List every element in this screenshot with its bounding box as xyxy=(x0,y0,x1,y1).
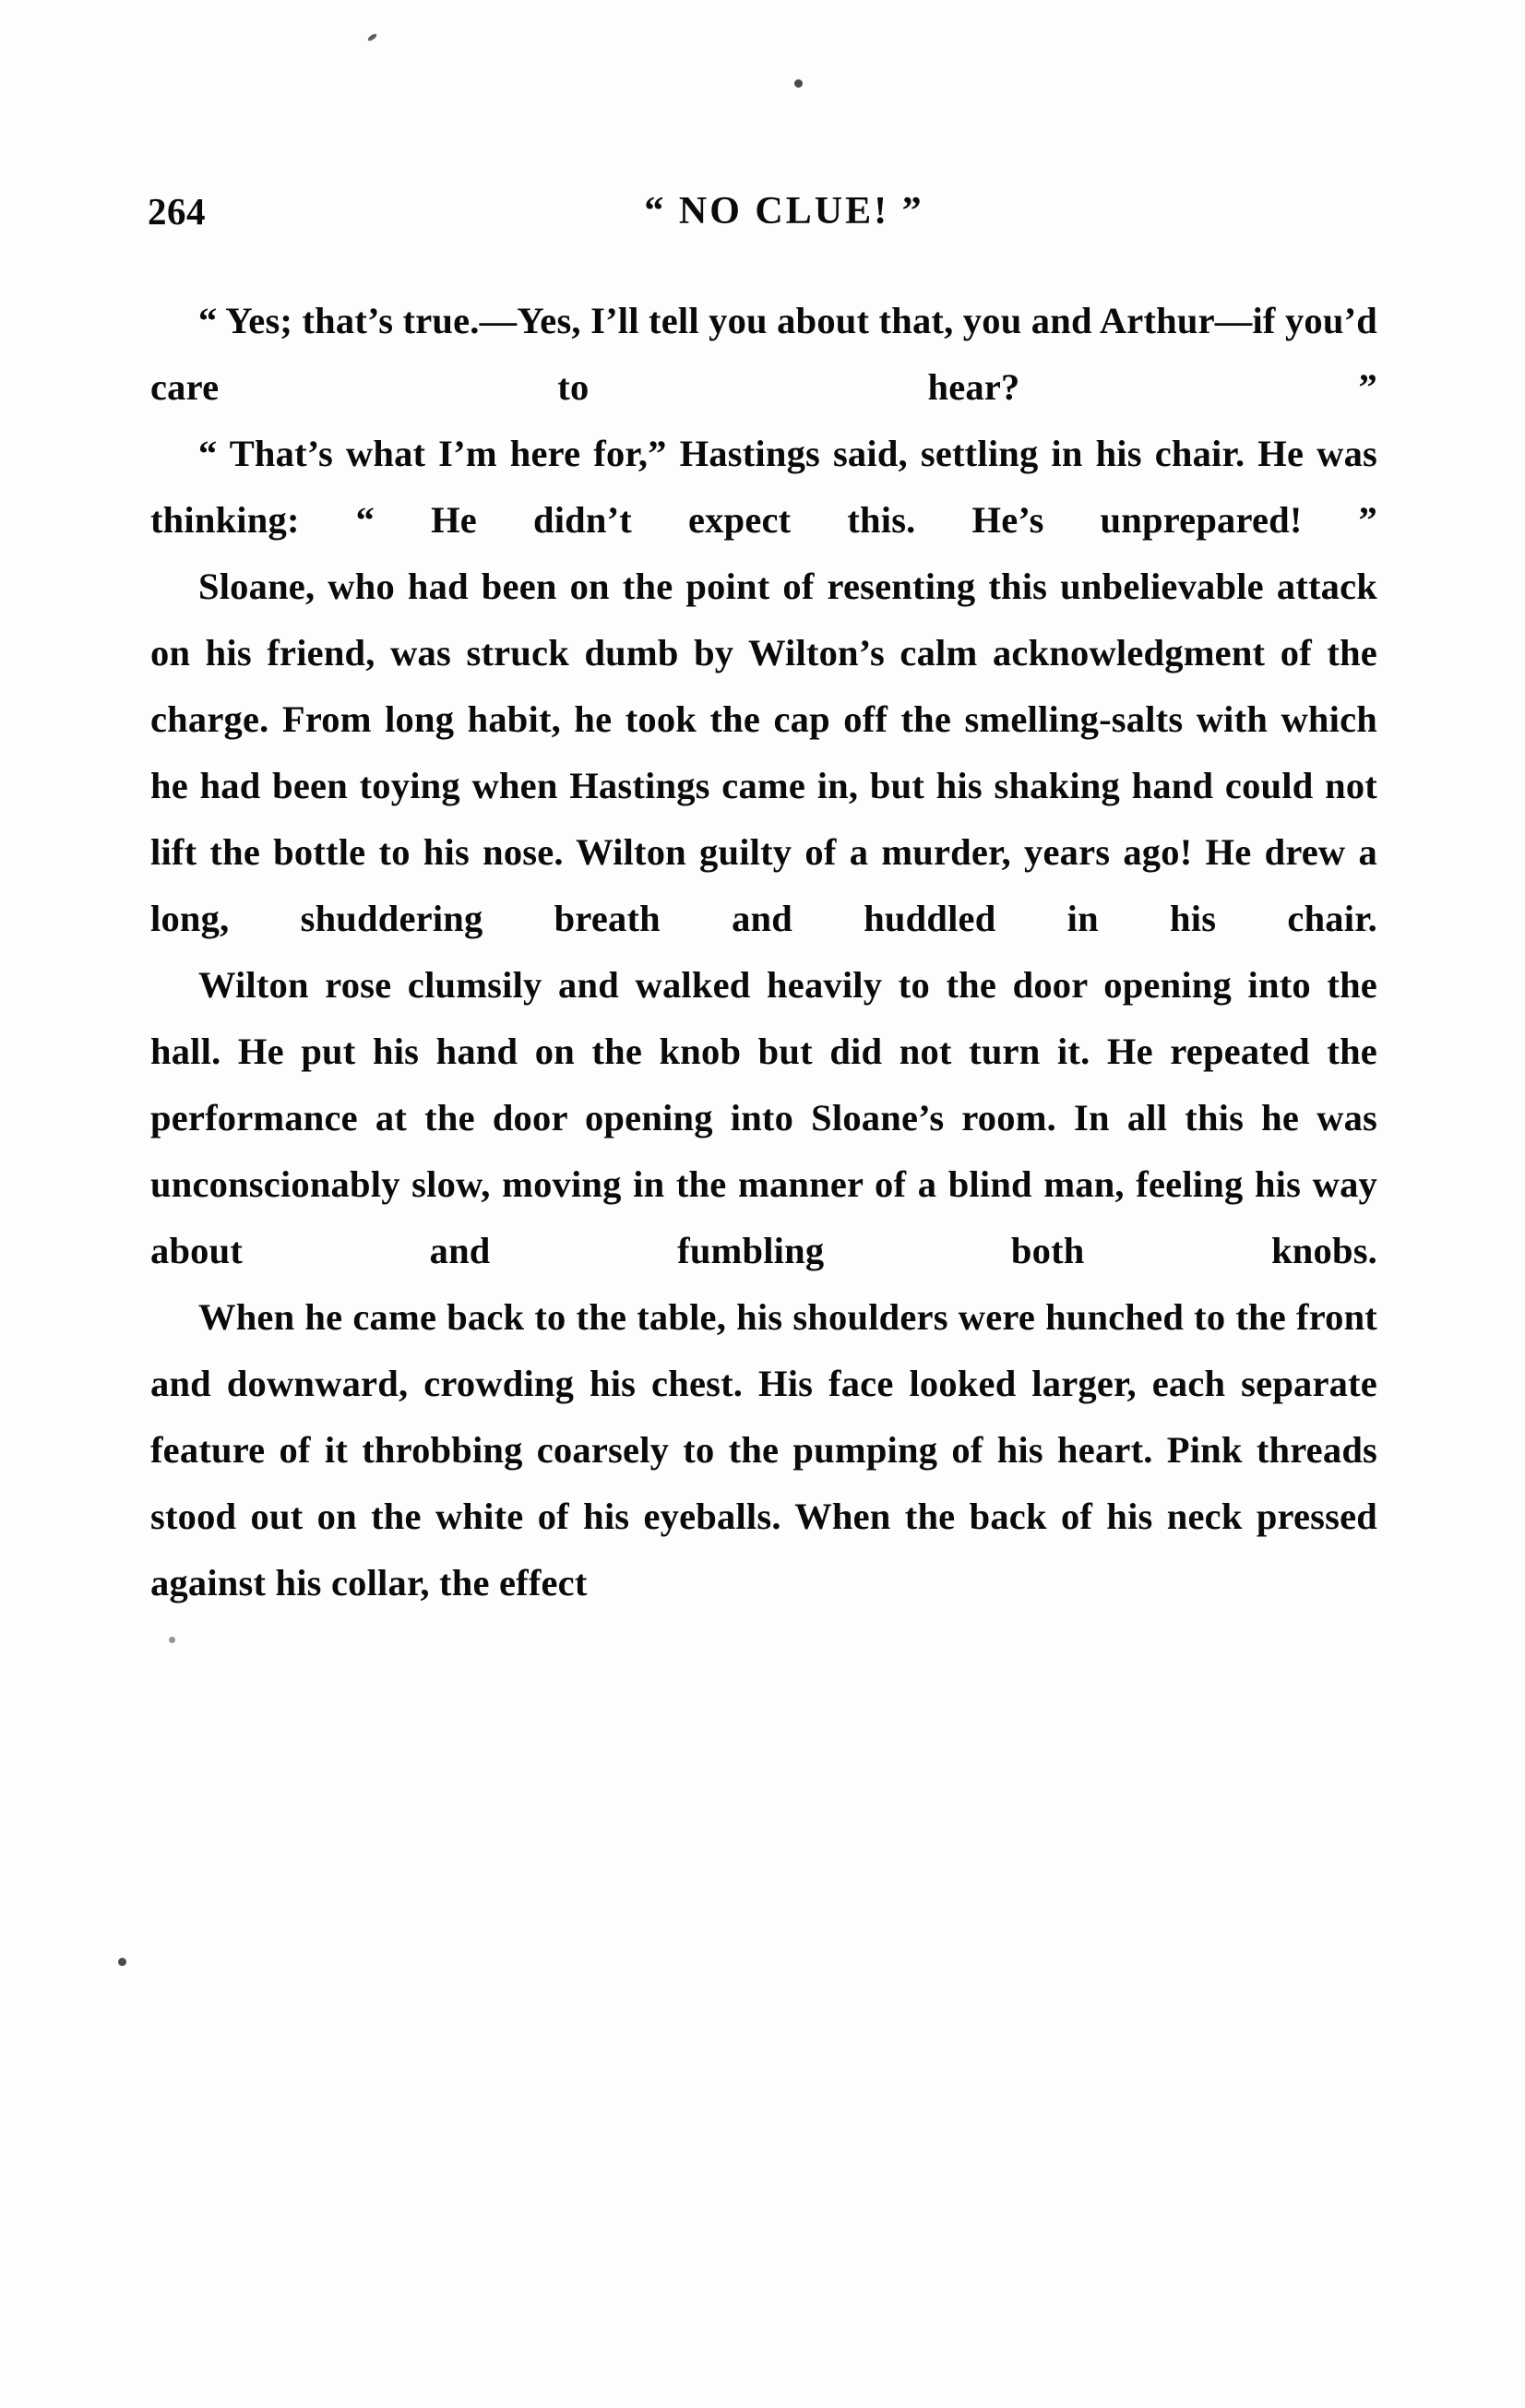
page-body xyxy=(150,288,1377,1616)
paragraph: Wilton rose clumsily and walked heavily to the door opening into the hall. He put his hand on the knob but did not turn it. He repeated the performance at the door opening into Sloane’s room. In all this he was unconscionably slow, moving in the manner of a blind man, feeling his way about and fumbling both knobs. xyxy=(150,964,1377,1271)
page-header xyxy=(148,189,1393,241)
paragraph: When he came back to the table, his shoulders were hunched to the front and downward, crowding his chest. His face looked larger, each separate feature of it throbbing coarsely to the pumping of his heart. Pink threads stood out on the white of his eyeballs. When the back of his neck pressed against his collar, the effect xyxy=(150,1296,1377,1603)
page-speck-icon xyxy=(169,1637,175,1643)
paragraph: Sloane, who had been on the point of resenting this unbelievable attack on his friend, was struck dumb by Wilton’s calm acknowledgment of the charge. From long habit, he took the cap off the smelling-salts with which he had been toying when Hastings came in, but his shaking hand could not lift the bottle to his nose. Wilton guilty of a murder, years ago! He drew a long, shuddering breath and huddled in his chair. xyxy=(150,566,1377,939)
page-speck-icon xyxy=(367,32,378,42)
page-speck-icon xyxy=(118,1958,126,1966)
paragraph: “ That’s what I’m here for,” Hastings said, settling in his chair. He was thinking: “ He didn’t expect this. He’s unprepared! ” xyxy=(150,433,1377,541)
running-title: “ NO CLUE! ” xyxy=(644,190,924,232)
page-speck-icon xyxy=(794,79,803,88)
page-number: 264 xyxy=(148,190,206,232)
paragraph: “ Yes; that’s true.—Yes, I’ll tell you about that, you and Arthur—if you’d care to hear? ” xyxy=(150,300,1377,408)
